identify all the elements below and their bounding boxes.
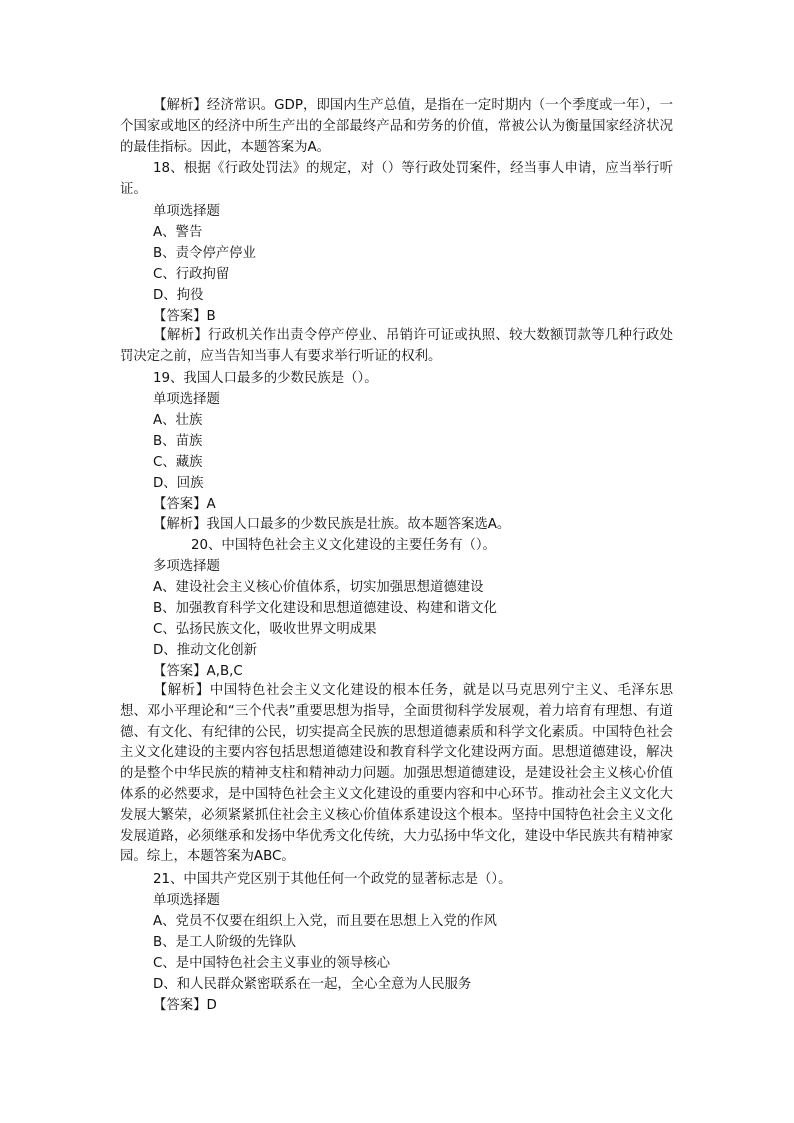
explanation-19: 【解析】我国人口最多的少数民族是壮族。故本题答案选A。 [153, 517, 511, 532]
question-20: 20、中国特色社会主义文化建设的主要任务有（）。 [191, 538, 496, 553]
option-b: B、苗族 [153, 434, 203, 449]
option-d: D、回族 [153, 476, 204, 491]
explanation-17: 【解析】经济常识。GDP，即国内生产总值，是指在一定时期内（一个季度或一年），一个国家或地区的经济中所生产出的全部最终产品和劳务的价值，常被公认为衡量国家经济状况的最佳指标。因此，本题答案为A。 [120, 98, 673, 155]
answer: 【答案】D [153, 998, 217, 1013]
option-d: D、推动文化创新 [153, 643, 258, 658]
option-c: C、行政拘留 [153, 267, 230, 282]
option-a: A、建设社会主义核心价值体系，切实加强思想道德建设 [153, 580, 484, 595]
explanation-20: 【解析】中国特色社会主义文化建设的根本任务，就是以马克思列宁主义、毛泽东思想、邓小平理论和“三个代表”重要思想为指导，全面贯彻科学发展观，着力培育有理想、有道德、有文化、有纪律的公民，切实提高全民族的思想道德素质和科学文化素质。中国特色社会主义文化建设的主要内容包括思想道德建设和教育科学文化建设两方面。思想道德建设，解决的是整个中华民族的精神支柱和精神动力问题。加强思想道德建设，是建设社会主义核心价值体系的必然要求，是中国特色社会主义文化建设的重要内容和中心环节。推动社会主义文化大发展大繁荣，必须紧紧抓住社会主义核心价值体系建设这个根本。坚持中国特色社会主义文化发展道路，必须继承和发扬中华优秀文化传统，大力弘扬中华文化，建设中华民族共有精神家园。综上，本题答案为ABC。 [120, 683, 673, 865]
option-c: C、弘扬民族文化，吸收世界文明成果 [153, 622, 377, 637]
answer: 【答案】B [153, 309, 216, 324]
question-type: 单项选择题 [153, 392, 220, 407]
option-d: D、拘役 [153, 288, 204, 303]
question-18: 18、根据《行政处罚法》的规定，对（）等行政处罚案件，经当事人申请，应当举行听证。 [120, 161, 673, 197]
question-21: 21、中国共产党区别于其他任何一个政党的显著标志是（）。 [153, 872, 512, 887]
question-type: 单项选择题 [153, 893, 220, 908]
question-19: 19、我国人口最多的少数民族是（）。 [153, 371, 378, 386]
option-c: C、是中国特色社会主义事业的领导核心 [153, 956, 390, 971]
answer: 【答案】A [153, 497, 216, 512]
option-c: C、藏族 [153, 455, 203, 470]
option-a: A、警告 [153, 225, 203, 240]
option-d: D、和人民群众紧密联系在一起，全心全意为人民服务 [153, 977, 472, 992]
question-type: 多项选择题 [153, 559, 220, 574]
answer: 【答案】A,B,C [153, 664, 243, 679]
question-type: 单项选择题 [153, 204, 220, 219]
option-b: B、加强教育科学文化建设和思想道德建设、构建和谐文化 [153, 601, 497, 616]
option-a: A、党员不仅要在组织上入党，而且要在思想上入党的作风 [153, 914, 497, 929]
option-b: B、责令停产停业 [153, 246, 256, 261]
option-a: A、壮族 [153, 413, 203, 428]
option-b: B、是工人阶级的先锋队 [153, 935, 297, 950]
explanation-18: 【解析】行政机关作出责令停产停业、吊销许可证或执照、较大数额罚款等几种行政处罚决定之前，应当告知当事人有要求举行听证的权利。 [120, 328, 673, 364]
